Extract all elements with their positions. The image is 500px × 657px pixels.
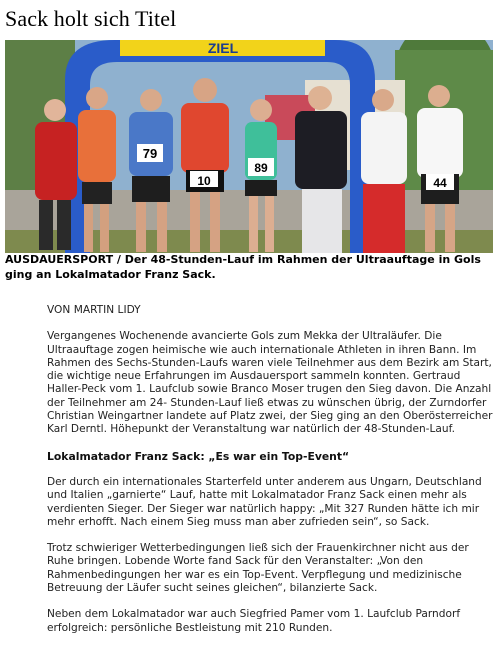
bib-10: 10 xyxy=(197,174,211,188)
bib-79: 79 xyxy=(142,146,158,161)
headline: Sack holt sich Titel xyxy=(5,6,177,31)
paragraph: Vergangenes Wochenende avancierte Gols zum Mekka der Ultraläufer. Die Ultraauftage zogen heimische wie auch internationale Athleten in ihren Bann. Im Rahmen des Sechs-Stunden-Laufs waren viele Teilnehmer aus dem Bezirk am Start, die wichtige neue Erfahrungen im Ausdauersport sammeln konnten. Gertraud Haller-Peck vom 1. Laufclub sowie Branco Moser trugen den Sieg davon. Die Anzahl der Teilnehmer am 24- Stunden-Lauf ließ etwas zu wünschen übrig, der Zurndorfer Christian Weingartner landete auf Platz zwei, der Sieg ging an den Oberösterreicher Karl Derntl. Höhepunkt der Veranstaltung war natürlich der 48-Stunden-Lauf. xyxy=(47,330,493,436)
article-body xyxy=(47,304,497,648)
photo-caption: AUSDAUERSPORT / Der 48-Stunden-Lauf im Rahmen der Ultraauftage in Gols ging an Lokalmatador Franz Sack. xyxy=(5,253,481,281)
bib-44: 44 xyxy=(433,176,447,190)
author-line: VON MARTIN LIDY xyxy=(47,304,141,316)
paragraph: Neben dem Lokalmatador war auch Siegfried Pamer vom 1. Laufclub Parndorf erfolgreich: persönliche Bestleistung mit 210 Runden. xyxy=(47,608,461,634)
banner-text: ZIEL xyxy=(207,40,239,56)
subheading: Lokalmatador Franz Sack: „Es war ein Top-Event“ xyxy=(47,449,350,463)
paragraph: Der durch ein internationales Starterfeld unter anderem aus Ungarn, Deutschland und Italien „garnierte“ Lauf, hatte mit Lokalmatador Franz Sack einen mehr als verdienten Sieger. Der Sieger war natürlich happy: „Mit 327 Runden hätte ich mir mehr erhofft. Nach einem Sieg muss man aber zufrieden sein“, so Sack. xyxy=(47,475,482,528)
bib-89: 89 xyxy=(254,161,268,175)
paragraph: Trotz schwieriger Wetterbedingungen ließ sich der Frauenkirchner nicht aus der Ruhe bringen. Lobende Worte fand Sack für den Veranstalter: „Von den Rahmenbedingungen her war es ein Top-Event. Verpflegung und medizinische Betreuung der Läufer sucht seines gleichen“, bilanzierte Sack. xyxy=(47,542,469,595)
article-photo xyxy=(5,40,493,253)
